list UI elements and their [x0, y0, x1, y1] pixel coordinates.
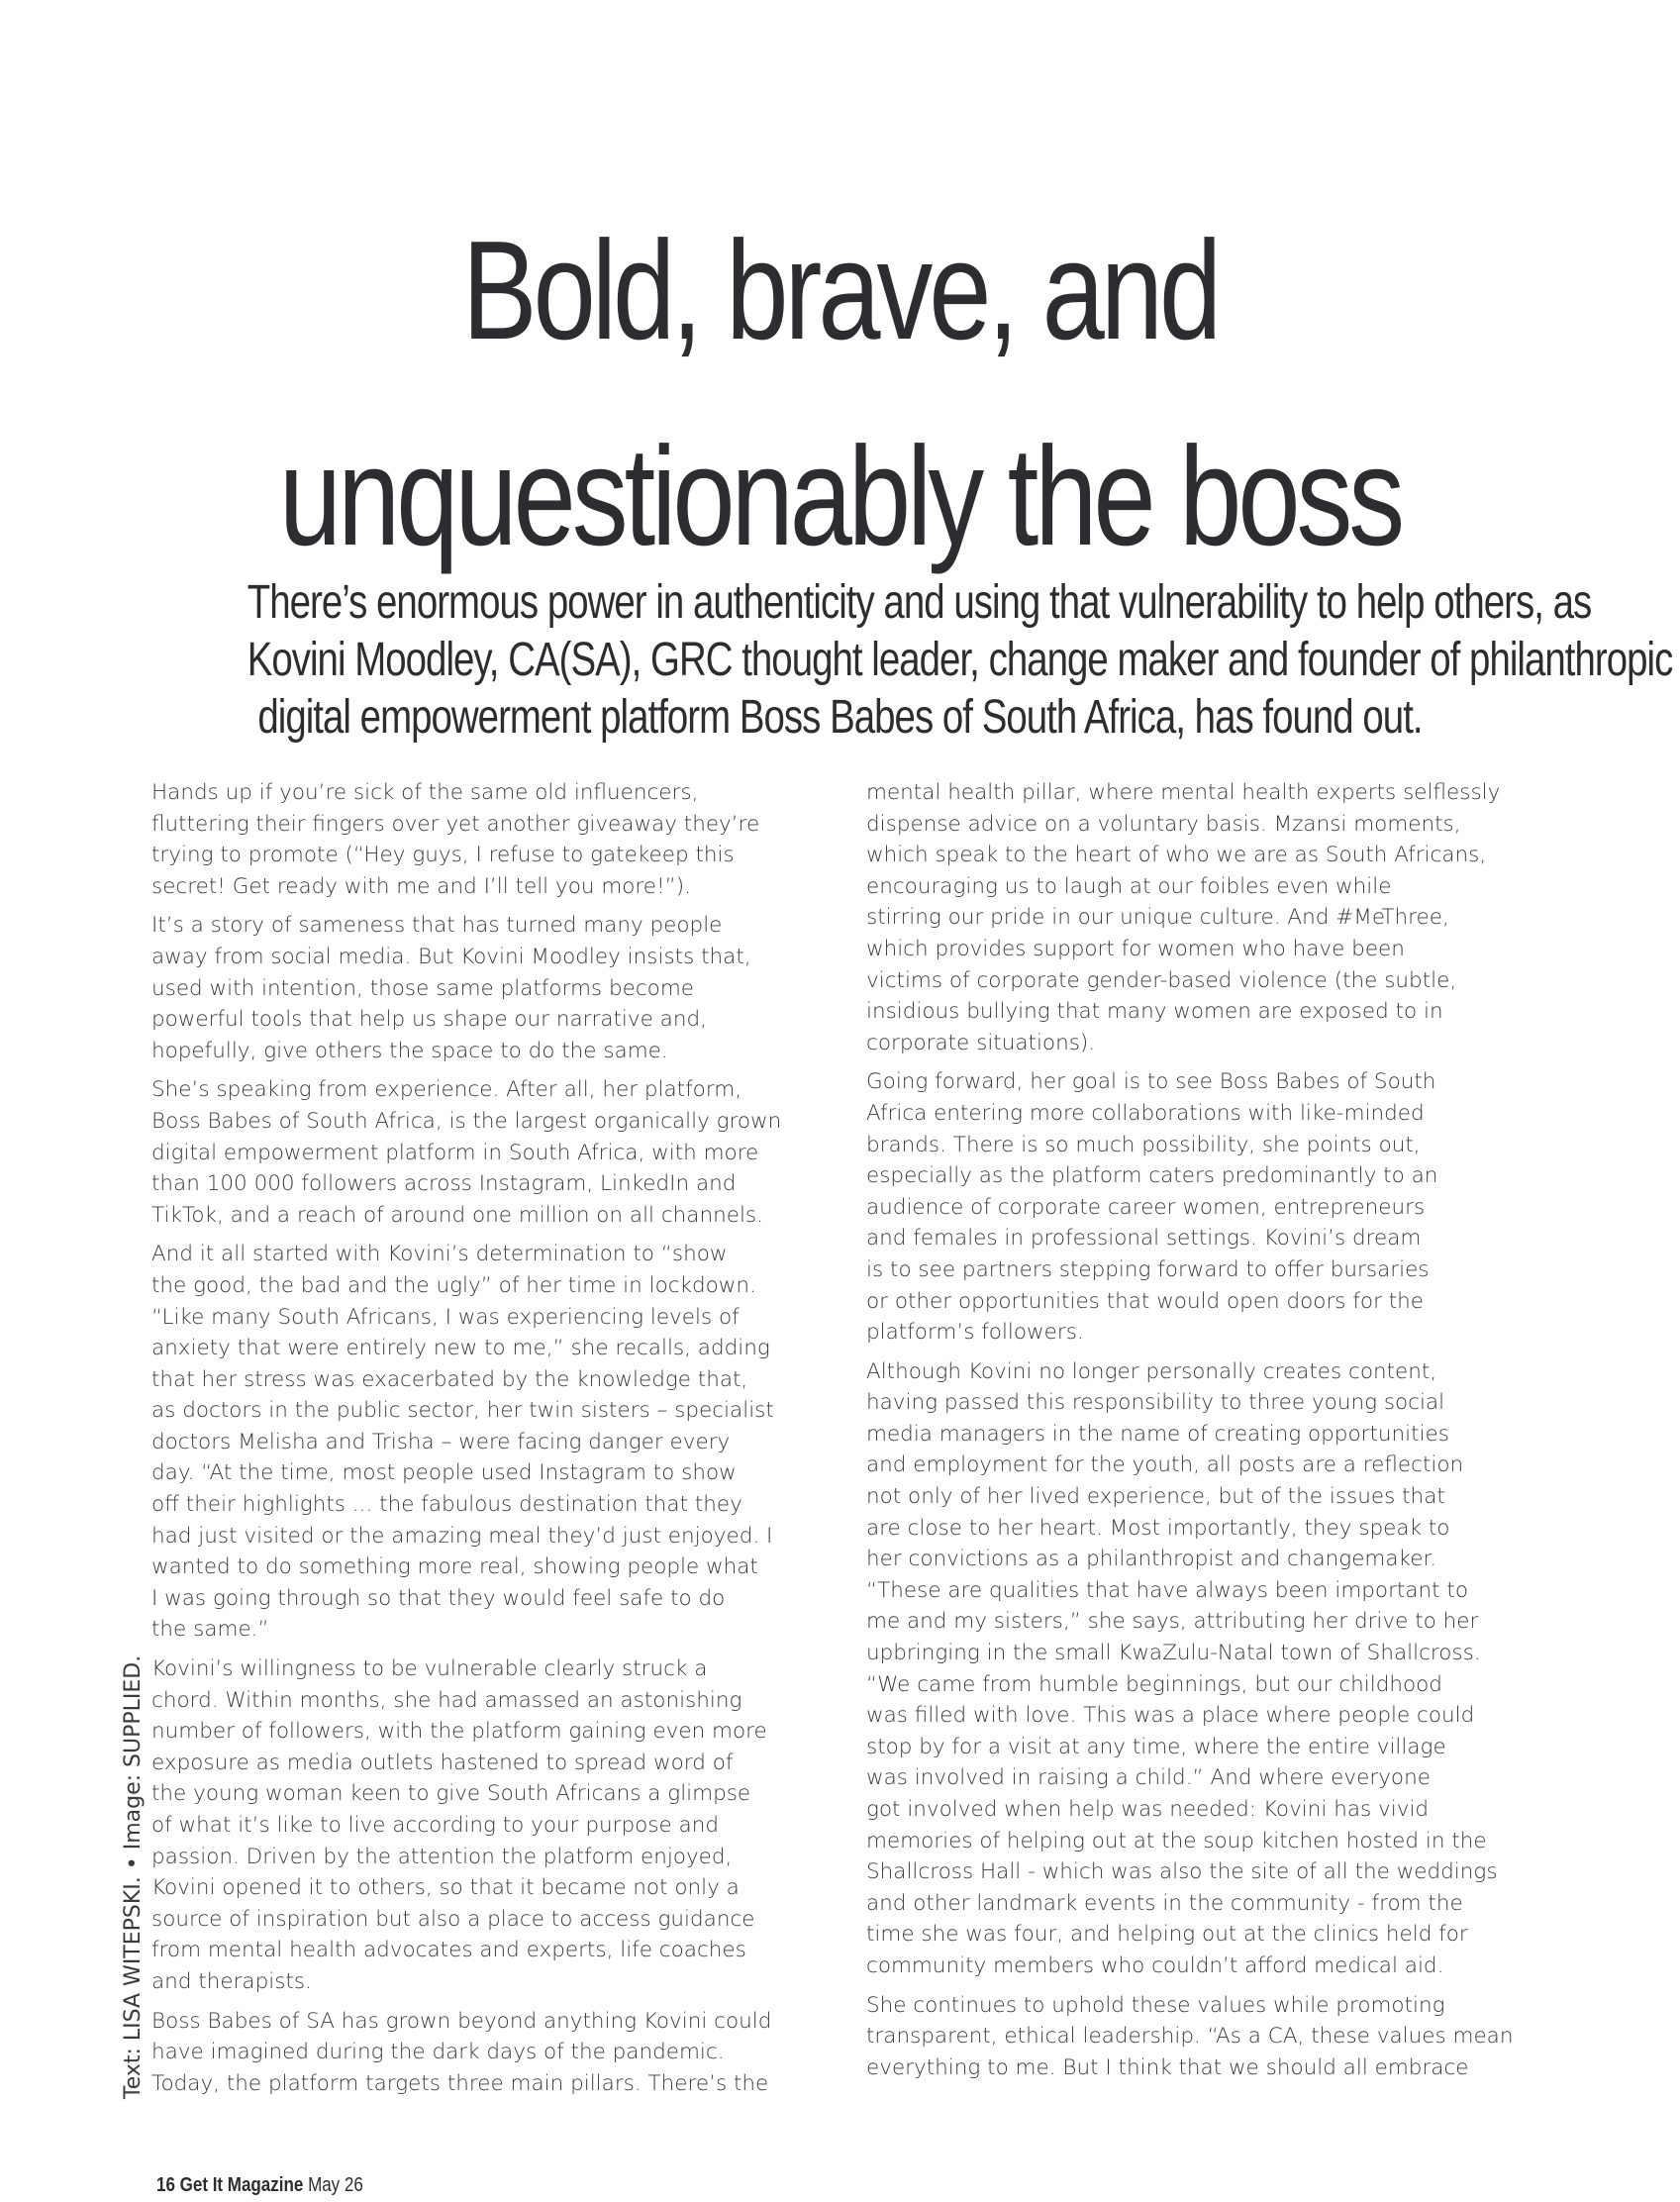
body-line: stirring our pride in our unique culture. And #MeThree,	[866, 905, 1449, 931]
body-line: hopefully, give others the space to do the same.	[151, 1038, 668, 1063]
magazine-name: Get It Magazine	[179, 2174, 304, 2196]
body-line: media managers in the name of creating opportunities	[866, 1421, 1449, 1447]
body-line: chord. Within months, she had amassed an astonishing	[151, 1687, 742, 1713]
body-line: the good, the bad and the ugly” of her time in lockdown.	[151, 1272, 756, 1298]
body-line: Going forward, her goal is to see Boss Babes of South	[866, 1069, 1436, 1095]
body-line: away from social media. But Kovini Moodley insists that,	[151, 944, 751, 969]
page-footer	[156, 2174, 363, 2197]
body-line: source of inspiration but also a place to access guidance	[151, 1906, 755, 1932]
body-line: insidious bullying that many women are exposed to in	[866, 999, 1443, 1025]
body-paragraph	[151, 1653, 835, 1998]
body-line: She continues to uphold these values while promoting	[866, 1992, 1445, 2018]
body-line: audience of corporate career women, entrepreneurs	[866, 1194, 1426, 1220]
body-line: victims of corporate gender-based violence (the subtle,	[866, 967, 1457, 993]
body-line: Shallcross Hall - which was also the site of all the weddings	[866, 1859, 1498, 1885]
body-line: had just visited or the amazing meal they’d just enjoyed. I	[151, 1523, 773, 1549]
body-line: which provides support for women who have been	[866, 936, 1405, 961]
body-line: was involved in raising a child.” And where everyone	[866, 1765, 1431, 1791]
body-line: Hands up if you’re sick of the same old influencers,	[151, 780, 699, 805]
body-line: Boss Babes of South Africa, is the largest organically grown	[151, 1108, 782, 1134]
body-line: from mental health advocates and experts, life coaches	[151, 1938, 746, 1963]
body-line: TikTok, and a reach of around one million on all channels.	[151, 1202, 763, 1228]
body-line: community members who couldn’t afford medical aid.	[866, 1952, 1444, 1978]
body-line: the same.”	[151, 1617, 269, 1643]
body-line: Kovini’s willingness to be vulnerable clearly struck a	[151, 1656, 708, 1682]
body-line: than 100 000 followers across Instagram, LinkedIn and	[151, 1171, 737, 1197]
body-line: got involved when help was needed: Kovini has vivid	[866, 1797, 1430, 1822]
page-number: 16	[156, 2174, 175, 2196]
body-line: that her stress was exacerbated by the knowledge that,	[151, 1366, 748, 1392]
body-line: which speak to the heart of who we are as South Africans,	[866, 843, 1487, 868]
headline	[168, 188, 1513, 600]
body-line: fluttering their fingers over yet another giveaway they’re	[151, 811, 760, 837]
body-line: as doctors in the public sector, her twin sisters – specialist	[151, 1398, 774, 1424]
body-line: her convictions as a philanthropist and changemaker.	[866, 1547, 1437, 1572]
body-line: dispense advice on a voluntary basis. Mzansi moments,	[866, 811, 1461, 837]
body-line: having passed this responsibility to three young social	[866, 1390, 1445, 1416]
standfirst-line-1: There’s enormous power in authenticity and using that vulnerability to help others, as	[247, 576, 1592, 629]
body-line: digital empowerment platform in South Africa, with more	[151, 1140, 759, 1165]
body-line: number of followers, with the platform gaining even more	[151, 1719, 767, 1745]
body-line: platform’s followers.	[866, 1320, 1084, 1346]
body-line: me and my sisters,” she says, attributing her drive to her	[866, 1609, 1479, 1635]
body-paragraph	[866, 1066, 1549, 1348]
body-paragraph	[151, 2006, 835, 2100]
body-line: off their highlights ... the fabulous destination that they	[151, 1492, 742, 1518]
headline-line-1: Bold, brave, and	[461, 212, 1219, 369]
body-line: I was going through so that they would feel safe to do	[151, 1585, 726, 1611]
body-paragraph	[151, 777, 835, 902]
body-paragraph	[866, 777, 1549, 1058]
body-paragraph	[151, 1074, 835, 1231]
body-line: brands. There is so much possibility, she points out,	[866, 1132, 1421, 1157]
body-line: and other landmark events in the community - from the	[866, 1890, 1463, 1916]
body-line: time she was four, and helping out at the clinics held for	[866, 1922, 1468, 1948]
body-line: secret! Get ready with me and I’ll tell you more!”).	[151, 873, 691, 899]
body-paragraph	[151, 1239, 835, 1646]
body-line: is to see partners stepping forward to offer bursaries	[866, 1256, 1430, 1282]
body-line: passion. Driven by the attention the platform enjoyed,	[151, 1844, 733, 1869]
body-line: and females in professional settings. Kovini’s dream	[866, 1226, 1422, 1251]
body-line: and employment for the youth, all posts are a reflection	[866, 1452, 1464, 1478]
right-column	[866, 777, 1549, 2091]
body-line: doctors Melisha and Trisha – were facing danger every	[151, 1429, 731, 1454]
body-line: are close to her heart. Most importantly, they speak to	[866, 1515, 1450, 1541]
body-line: mental health pillar, where mental health experts selflessly	[866, 780, 1501, 805]
body-line: It’s a story of sameness that has turned many people	[151, 913, 723, 939]
image-credit: Text: LISA WITEPSKI. • Image: SUPPLIED.	[121, 1654, 146, 2099]
body-line: powerful tools that help us shape our narrative and,	[151, 1007, 707, 1033]
body-line: transparent, ethical leadership. “As a CA, these values mean	[866, 2024, 1514, 2050]
standfirst-line-3: digital empowerment platform Boss Babes of South Africa, has found out.	[257, 691, 1423, 744]
body-line: trying to promote (“Hey guys, I refuse to gatekeep this	[151, 843, 735, 868]
body-line: used with intention, those same platforms become	[151, 975, 694, 1001]
body-line: and therapists.	[151, 1968, 312, 1994]
body-line: She’s speaking from experience. After all, her platform,	[151, 1077, 742, 1103]
body-line: Today, the platform targets three main pillars. There’s the	[151, 2070, 769, 2096]
body-line: have imagined during the dark days of the pandemic.	[151, 2040, 725, 2065]
body-line: upbringing in the small KwaZulu-Natal town of Shallcross.	[866, 1641, 1481, 1666]
standfirst-line-2: Kovini Moodley, CA(SA), GRC thought leader, change maker and founder of philanthropic	[247, 634, 1673, 686]
body-line: day. “At the time, most people used Instagram to show	[151, 1460, 737, 1486]
left-column	[151, 777, 835, 2107]
body-line: not only of her lived experience, but of the issues that	[866, 1484, 1445, 1510]
body-line: anxiety that were entirely new to me,” she recalls, adding	[151, 1336, 770, 1361]
body-line: of what it’s like to live according to your purpose and	[151, 1813, 719, 1838]
body-line: And it all started with Kovini’s determination to “show	[151, 1242, 728, 1267]
body-line: “Like many South Africans, I was experiencing levels of	[151, 1304, 740, 1330]
body-line: Boss Babes of SA has grown beyond anything Kovini could	[151, 2008, 772, 2034]
body-line: the young woman keen to give South Africans a glimpse	[151, 1781, 751, 1807]
body-line: Kovini opened it to others, so that it became not only a	[151, 1875, 740, 1901]
body-line: was filled with love. This was a place where people could	[866, 1703, 1475, 1729]
issue-date: May 26	[308, 2174, 363, 2196]
body-paragraph	[866, 1990, 1549, 2084]
headline-line-2: unquestionably the boss	[278, 418, 1402, 575]
body-line: or other opportunities that would open doors for the	[866, 1288, 1425, 1314]
body-line: everything to me. But I think that we should all embrace	[866, 2054, 1469, 2080]
body-line: exposure as media outlets hastened to spread word of	[151, 1750, 734, 1775]
body-line: “These are qualities that have always been important to	[866, 1577, 1469, 1603]
body-line: especially as the platform caters predominantly to an	[866, 1163, 1438, 1189]
body-line: encouraging us to laugh at our foibles even while	[866, 873, 1392, 899]
body-paragraph	[866, 1356, 1549, 1982]
body-line: corporate situations).	[866, 1030, 1096, 1055]
body-line: “We came from humble beginnings, but our childhood	[866, 1671, 1442, 1697]
standfirst	[247, 574, 1673, 747]
body-line: stop by for a visit at any time, where the entire village	[866, 1734, 1446, 1759]
body-line: Although Kovini no longer personally creates content,	[866, 1358, 1437, 1384]
body-line: Africa entering more collaborations with like-minded	[866, 1100, 1425, 1126]
body-paragraph	[151, 910, 835, 1066]
body-line: memories of helping out at the soup kitchen hosted in the	[866, 1828, 1487, 1853]
body-line: wanted to do something more real, showing people what	[151, 1554, 758, 1580]
